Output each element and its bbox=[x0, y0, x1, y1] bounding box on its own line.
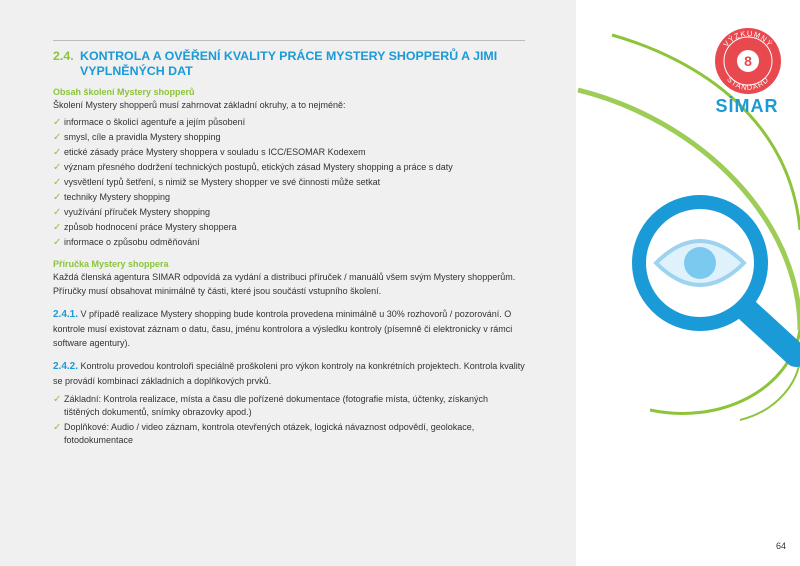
badge-top-text: VÝZKUMNÝ bbox=[721, 28, 775, 49]
main-content bbox=[53, 40, 525, 449]
list-item bbox=[53, 393, 525, 419]
handbook-subtitle: Příručka Mystery shoppera bbox=[53, 259, 169, 269]
training-subtitle: Obsah školení Mystery shopperů bbox=[53, 87, 195, 97]
list-item-text: Základní: Kontrola realizace, místa a času dle pořízené dokumentace (fotografie místa, účtenky, získaných tištěných dokumentů, snímky obrazovky apod.) bbox=[64, 394, 489, 417]
training-intro: Školení Mystery shopperů musí zahrnovat základní okruhy, a to nejméně: bbox=[53, 100, 346, 110]
list-item-text: způsob hodnocení práce Mystery shoppera bbox=[64, 222, 237, 232]
section-heading bbox=[53, 49, 525, 79]
list-item-text: Doplňkové: Audio / video záznam, kontrola otevřených otázek, logická návaznost odpovědí, geolokace, fotodokumentace bbox=[64, 422, 475, 445]
brand-logo-text: SİMAR bbox=[715, 96, 779, 116]
subsection-text: V případě realizace Mystery shopping bude kontrola provedena minimálně u 30% rozhovorů / pozorování. O kontrole musí existovat záznam o datu, času, jménu kontrolora a výsledku kontroly (písemně či elektronicky v rámci software agentury). bbox=[53, 309, 513, 348]
list-item-text: informace o školicí agentuře a jejím působení bbox=[64, 117, 246, 127]
list-item bbox=[53, 235, 525, 250]
training-list bbox=[53, 115, 525, 250]
list-item-text: význam přesného dodržení technických postupů, etických zásad Mystery shopping a práce s daty bbox=[64, 162, 453, 172]
handbook-text: Každá členská agentura SIMAR odpovídá za vydání a distribuci příruček / manuálů všem svým Mystery shopperům. Příručky musí obsahovat minimálně ty části, které jsou součástí vstupního školení. bbox=[53, 272, 516, 296]
list-item-text: vysvětlení typů šetření, s nimiž se Mystery shopper ve své činnosti může setkat bbox=[64, 177, 381, 187]
check-icon: ✓ bbox=[53, 192, 62, 203]
standard-badge bbox=[713, 26, 783, 96]
subsection-2-4-1 bbox=[53, 307, 525, 350]
badge-number: 8 bbox=[744, 53, 752, 69]
check-icon: ✓ bbox=[53, 394, 62, 405]
top-divider bbox=[53, 40, 525, 41]
list-item bbox=[53, 115, 525, 130]
list-item-text: využívání příruček Mystery shopping bbox=[64, 207, 211, 217]
check-icon: ✓ bbox=[53, 222, 62, 233]
subsection-number: 2.4.2. bbox=[53, 361, 79, 372]
list-item-text: smysl, cíle a pravidla Mystery shopping bbox=[64, 132, 221, 142]
list-item bbox=[53, 130, 525, 145]
list-item-text: etické zásady práce Mystery shoppera v souladu s ICC/ESOMAR Kodexem bbox=[64, 147, 366, 157]
check-icon: ✓ bbox=[53, 422, 62, 433]
subsection-2-4-2 bbox=[53, 359, 525, 388]
list-item bbox=[53, 421, 525, 447]
section-title: KONTROLA A OVĚŘENÍ KVALITY PRÁCE MYSTERY SHOPPERŮ A JIMI VYPLNĚNÝCH DAT bbox=[80, 49, 498, 78]
check-icon: ✓ bbox=[53, 177, 62, 188]
list-item-text: informace o způsobu odměňování bbox=[64, 237, 200, 247]
page-number: 64 bbox=[775, 541, 786, 551]
check-icon: ✓ bbox=[53, 207, 62, 218]
list-item bbox=[53, 220, 525, 235]
magnifier-eye-icon bbox=[630, 185, 800, 375]
subsection-number: 2.4.1. bbox=[53, 309, 79, 320]
list-item bbox=[53, 190, 525, 205]
list-item bbox=[53, 145, 525, 160]
check-icon: ✓ bbox=[53, 147, 62, 158]
check-icon: ✓ bbox=[53, 117, 62, 128]
check-icon: ✓ bbox=[53, 237, 62, 248]
list-item bbox=[53, 160, 525, 175]
check-icon: ✓ bbox=[53, 162, 62, 173]
section-number: 2.4. bbox=[53, 49, 74, 63]
control-list bbox=[53, 393, 525, 447]
list-item bbox=[53, 205, 525, 220]
subsection-text: Kontrolu provedou kontroloři speciálně proškoleni pro výkon kontroly na konkrétních projektech. Kontrola kvality se provádí kombinací základních a doplňkových prvků. bbox=[53, 361, 525, 386]
badge-bottom-text: STANDARD bbox=[725, 74, 771, 93]
list-item-text: techniky Mystery shopping bbox=[64, 192, 171, 202]
list-item bbox=[53, 175, 525, 190]
check-icon: ✓ bbox=[53, 132, 62, 143]
